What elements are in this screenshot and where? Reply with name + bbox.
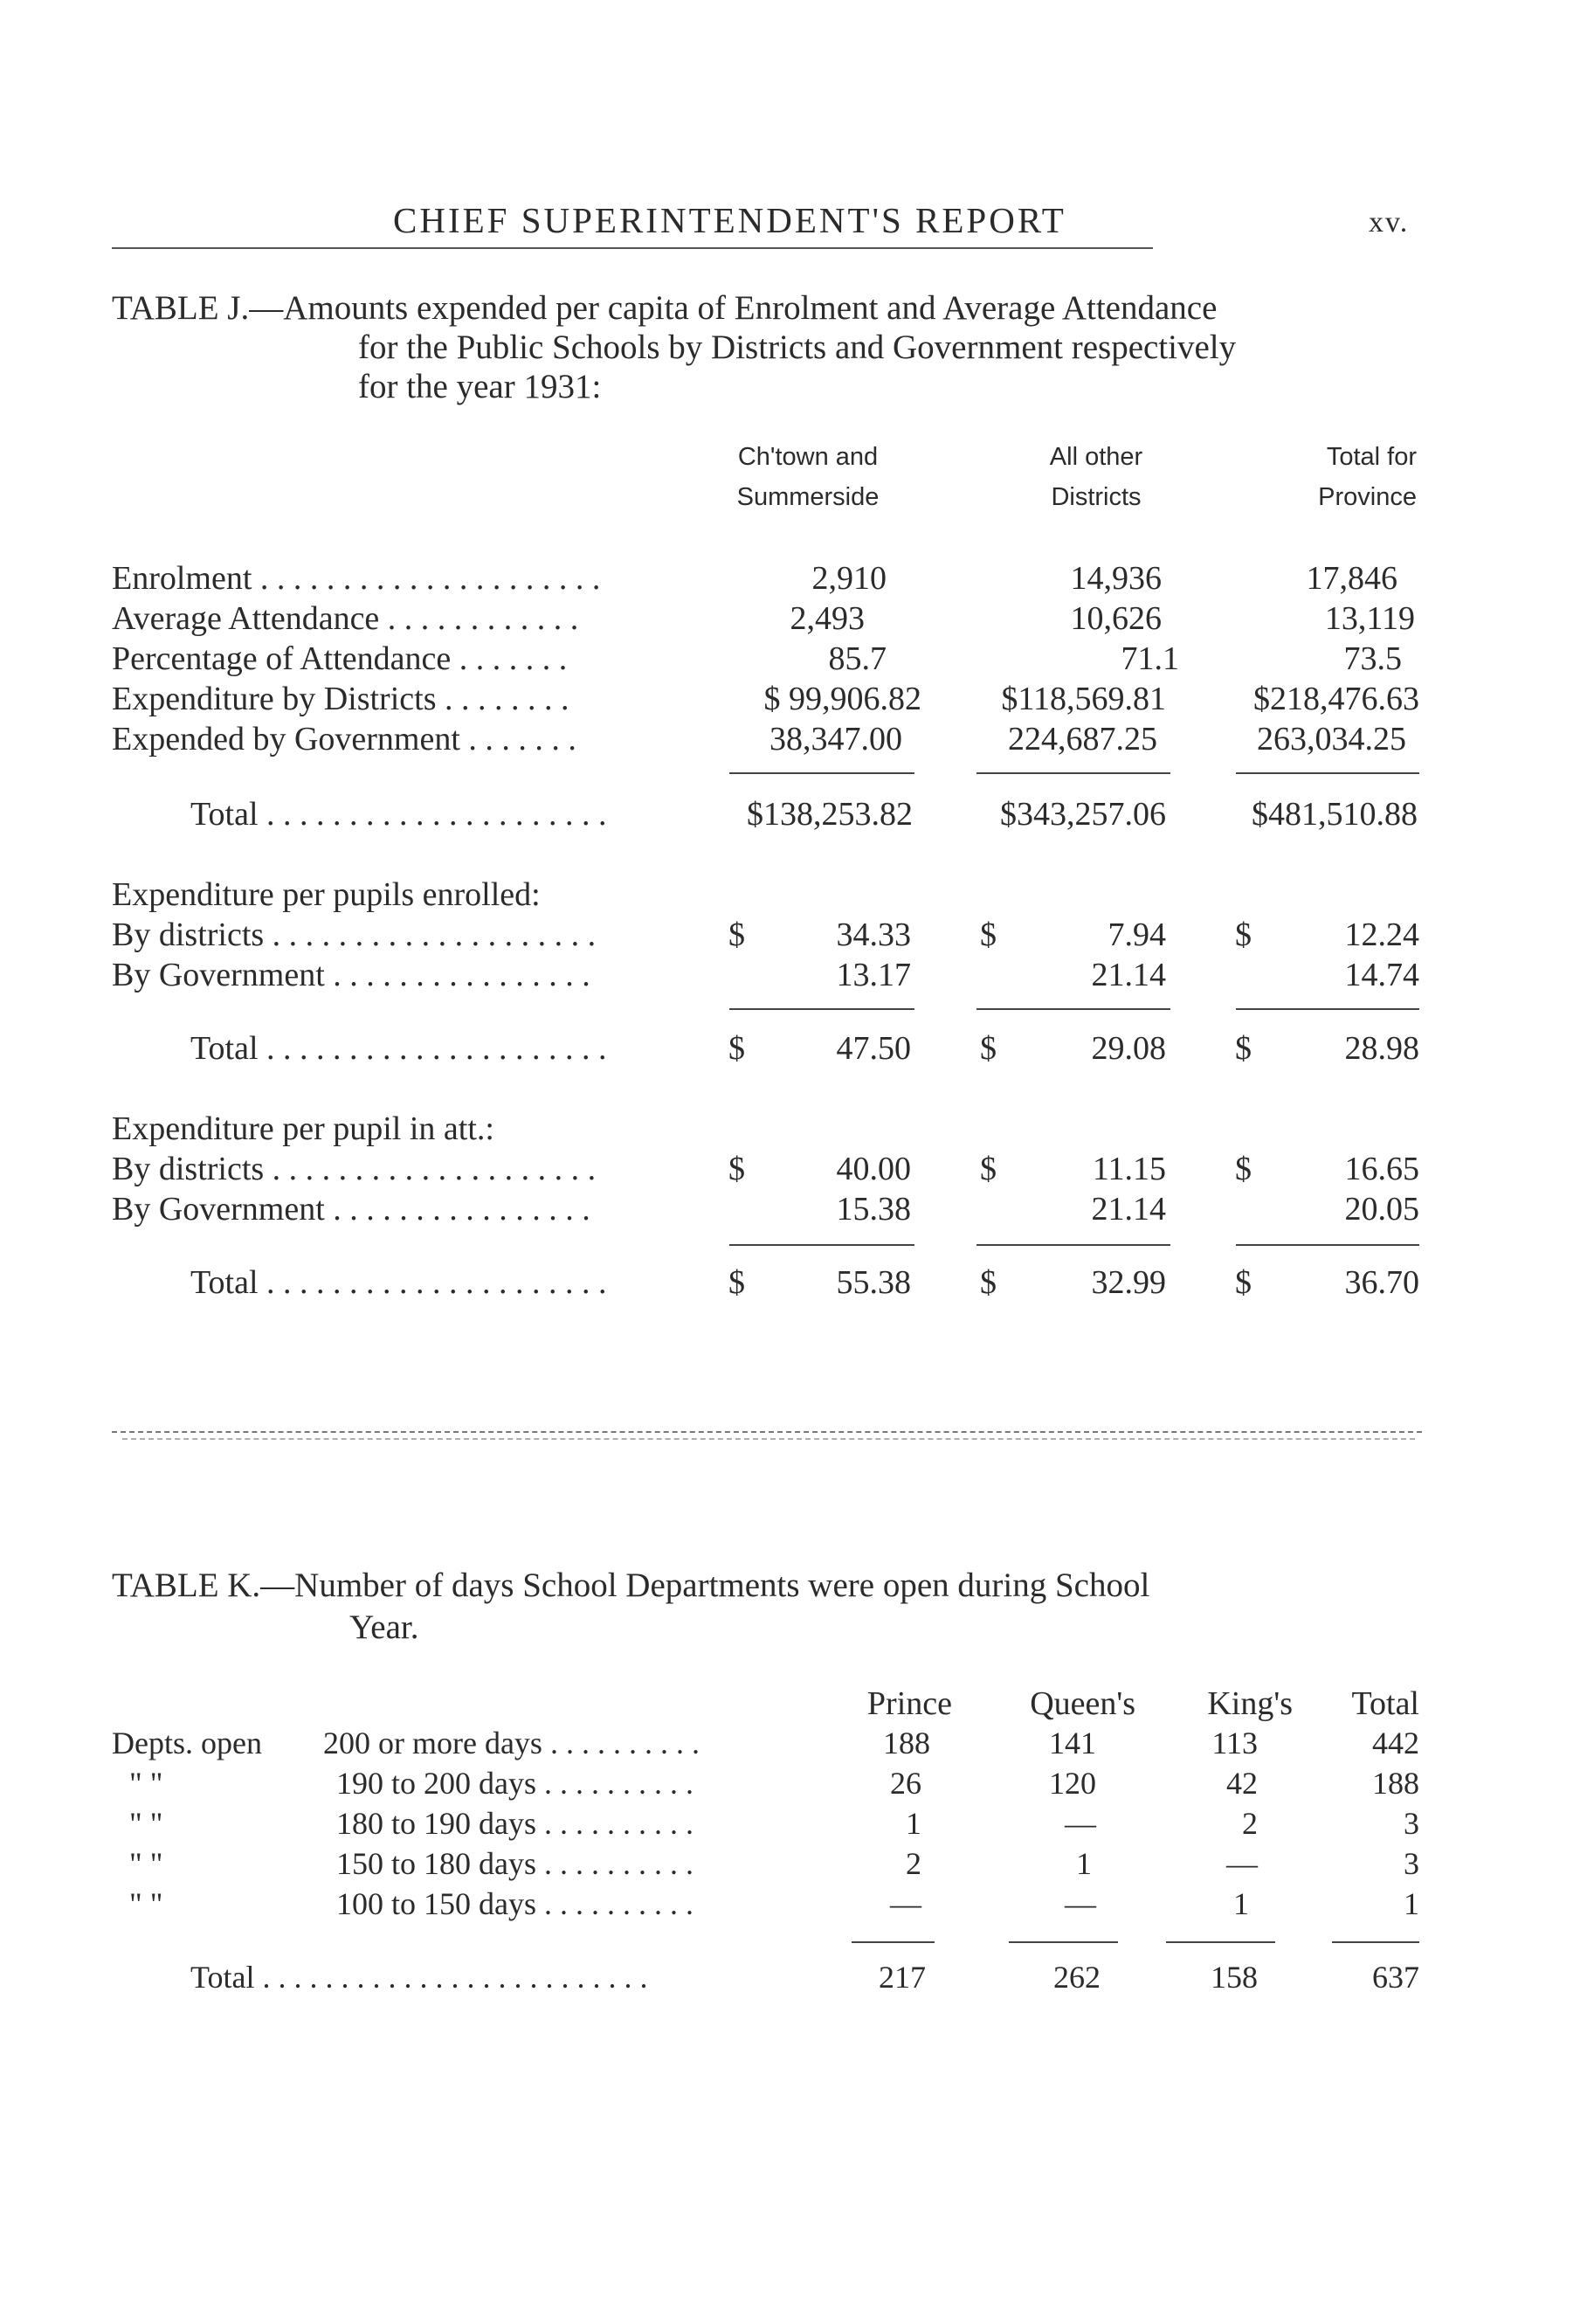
table-k-caption-line-2: Year. — [349, 1608, 419, 1646]
table-j-col-2-heading — [987, 437, 1205, 517]
table-k-cell: 1 — [1076, 1846, 1092, 1881]
table-j-caption-line-2: for the Public Schools by Districts and Government respectively — [358, 329, 1237, 366]
sum-rule — [1009, 1941, 1118, 1943]
attendance-row-label: By Government . . . . . . . . . . . . . . . . — [112, 1191, 590, 1228]
table-j-col-3-heading — [1223, 437, 1417, 517]
table-j-total-cell: $343,257.06 — [1000, 796, 1166, 833]
table-j-cell: 73.5 — [1343, 640, 1402, 677]
table-k-cell: 141 — [1049, 1726, 1096, 1760]
table-k-row-prefix: " " — [129, 1806, 163, 1841]
attendance-cell: 11.15 — [1092, 1151, 1166, 1187]
dollar-sign: $ — [1235, 1030, 1252, 1067]
table-k-cell: 188 — [883, 1726, 930, 1760]
table-j-caption-line-3: for the year 1931: — [358, 368, 602, 405]
table-k-cell: 26 — [890, 1766, 921, 1801]
dollar-sign: $ — [980, 916, 997, 953]
dollar-sign: $ — [728, 1151, 745, 1187]
table-j-row-label: Expenditure by Districts . . . . . . . . — [112, 681, 569, 717]
attendance-total-cell: 32.99 — [1091, 1264, 1166, 1301]
attendance-total-cell: 55.38 — [836, 1264, 911, 1301]
table-j-cell: $218,476.63 — [1253, 681, 1419, 717]
enrolled-total-label: Total . . . . . . . . . . . . . . . . . . . . . — [190, 1030, 607, 1067]
table-k-cell: 2 — [906, 1846, 921, 1881]
dollar-sign: $ — [980, 1151, 997, 1187]
table-j-total-cell: $138,253.82 — [747, 796, 913, 833]
table-k-total-cell: 217 — [879, 1960, 926, 1995]
attendance-cell: 21.14 — [1091, 1191, 1166, 1228]
table-j-col-1-heading-line-2: Summerside — [736, 483, 880, 511]
table-k-cell: 442 — [1372, 1726, 1419, 1760]
table-k-col-heading: Queen's — [1030, 1685, 1135, 1722]
sum-rule — [852, 1941, 935, 1943]
table-k-total-label: Total . . . . . . . . . . . . . . . . . . . . . . . . . — [190, 1960, 648, 1995]
table-j-total-label: Total . . . . . . . . . . . . . . . . . . . . . — [190, 796, 607, 833]
table-j-row-label: Expended by Government . . . . . . . — [112, 721, 576, 757]
table-j-cell: 263,034.25 — [1257, 721, 1406, 757]
enrolled-cell: 13.17 — [836, 957, 911, 993]
enrolled-row-label: By districts . . . . . . . . . . . . . . . . . . . . — [112, 916, 597, 953]
table-k-cell: 2 — [1242, 1806, 1258, 1841]
table-k-col-heading: Prince — [866, 1685, 952, 1722]
table-k-cell: 1 — [1404, 1886, 1419, 1921]
sum-rule — [729, 1008, 914, 1010]
table-k-cell: 120 — [1049, 1766, 1096, 1801]
table-k-row-prefix: " " — [129, 1846, 163, 1881]
table-j-col-3-heading-line-1: Total for — [1326, 443, 1417, 471]
table-j-col-1-heading — [699, 437, 917, 517]
table-j-cell: 38,347.00 — [769, 721, 902, 757]
table-j-cell: 85.7 — [828, 640, 887, 677]
table-j-col-2-heading-line-2: Districts — [1051, 483, 1142, 511]
table-k-cell: — — [1065, 1886, 1096, 1921]
table-j-cell: 14,936 — [1070, 560, 1162, 597]
enrolled-total-cell: 29.08 — [1091, 1030, 1166, 1067]
table-k-cell: 113 — [1211, 1726, 1258, 1760]
section-divider — [112, 1431, 1422, 1433]
enrolled-cell: 7.94 — [1108, 916, 1166, 953]
dollar-sign: $ — [1235, 916, 1252, 953]
table-k-cell: 188 — [1372, 1766, 1419, 1801]
table-j-cell: 2,493 — [790, 600, 865, 637]
attendance-heading: Expenditure per pupil in att.: — [112, 1110, 494, 1147]
table-k-caption-line-1: TABLE K.—Number of days School Departments were open during School — [112, 1567, 1150, 1604]
table-k-row-label: 200 or more days . . . . . . . . . . — [323, 1726, 700, 1760]
enrolled-cell: 21.14 — [1091, 957, 1166, 993]
attendance-total-label: Total . . . . . . . . . . . . . . . . . . . . . — [190, 1264, 607, 1301]
table-k-col-heading: King's — [1207, 1685, 1293, 1722]
table-j-row-label: Average Attendance . . . . . . . . . . . . — [112, 600, 579, 637]
table-k-cell: — — [1226, 1846, 1258, 1881]
table-k-row-prefix: " " — [129, 1766, 163, 1801]
table-k-cell: 1 — [906, 1806, 921, 1841]
enrolled-total-cell: 47.50 — [836, 1030, 911, 1067]
sum-rule — [976, 1008, 1170, 1010]
attendance-total-cell: 36.70 — [1344, 1264, 1419, 1301]
table-k-cell: 1 — [1233, 1886, 1249, 1921]
attendance-row-label: By districts . . . . . . . . . . . . . . . . . . . . — [112, 1151, 597, 1187]
sum-rule — [1166, 1941, 1275, 1943]
sum-rule — [729, 1244, 914, 1246]
sum-rule — [1236, 1244, 1419, 1246]
table-j-cell: 224,687.25 — [1008, 721, 1157, 757]
table-j-row-label: Enrolment . . . . . . . . . . . . . . . . . . . . . — [112, 560, 601, 597]
enrolled-cell: 34.33 — [836, 916, 911, 953]
sum-rule — [976, 772, 1170, 774]
dollar-sign: $ — [1235, 1264, 1252, 1301]
table-j-cell: $ 99,906.82 — [763, 681, 921, 717]
table-j-cell: 17,846 — [1306, 560, 1397, 597]
table-k-cell: — — [890, 1886, 921, 1921]
table-k-cell: 3 — [1404, 1846, 1419, 1881]
dollar-sign: $ — [980, 1030, 997, 1067]
table-k-row-prefix: " " — [129, 1886, 163, 1921]
enrolled-cell: 14.74 — [1344, 957, 1419, 993]
table-k-total-cell: 262 — [1053, 1960, 1101, 1995]
table-j-total-cell: $481,510.88 — [1252, 796, 1418, 833]
table-k-col-heading: Total — [1351, 1685, 1419, 1722]
section-divider — [122, 1438, 1415, 1440]
enrolled-heading: Expenditure per pupils enrolled: — [112, 876, 541, 913]
enrolled-total-cell: 28.98 — [1344, 1030, 1419, 1067]
table-j-cell: 13,119 — [1324, 600, 1415, 637]
sum-rule — [1236, 1008, 1419, 1010]
page-number: xv. — [1369, 206, 1410, 239]
header-rule-left — [112, 247, 994, 249]
table-j-cell: 71.1 — [1121, 640, 1179, 677]
table-j-cell: $118,569.81 — [1001, 681, 1166, 717]
table-j-caption-line-1: TABLE J.—Amounts expended per capita of Enrolment and Average Attendance — [112, 289, 1218, 327]
table-k-total-cell: 637 — [1372, 1960, 1419, 1995]
dollar-sign: $ — [728, 916, 745, 953]
table-j-cell: 10,626 — [1070, 600, 1162, 637]
dollar-sign: $ — [980, 1264, 997, 1301]
enrolled-row-label: By Government . . . . . . . . . . . . . . . . — [112, 957, 590, 993]
sum-rule — [729, 772, 914, 774]
table-j-col-3-heading-line-2: Province — [1318, 483, 1417, 511]
table-k-total-cell: 158 — [1211, 1960, 1258, 1995]
attendance-cell: 15.38 — [836, 1191, 911, 1228]
attendance-cell: 16.65 — [1344, 1151, 1419, 1187]
table-j-row-label: Percentage of Attendance . . . . . . . — [112, 640, 568, 677]
table-k-row-label: 180 to 190 days . . . . . . . . . . — [336, 1806, 693, 1841]
page-header-title: CHIEF SUPERINTENDENT'S REPORT — [393, 200, 1066, 240]
dollar-sign: $ — [1235, 1151, 1252, 1187]
table-k-row-label: 190 to 200 days . . . . . . . . . . — [336, 1766, 693, 1801]
sum-rule — [1332, 1941, 1419, 1943]
table-j-cell: 2,910 — [811, 560, 887, 597]
sum-rule — [1236, 772, 1419, 774]
attendance-cell: 20.05 — [1344, 1191, 1419, 1228]
table-k-cell: 42 — [1226, 1766, 1258, 1801]
table-k-row-label: 150 to 180 days . . . . . . . . . . — [336, 1846, 693, 1881]
table-j-col-2-heading-line-1: All other — [1049, 443, 1143, 471]
table-k-cell: 3 — [1404, 1806, 1419, 1841]
table-k-row-label: 100 to 150 days . . . . . . . . . . — [336, 1886, 693, 1921]
table-j-col-1-heading-line-1: Ch'town and — [737, 443, 879, 471]
dollar-sign: $ — [728, 1030, 745, 1067]
table-k-row-prefix: Depts. open — [112, 1726, 262, 1760]
dollar-sign: $ — [728, 1264, 745, 1301]
table-k-cell: — — [1065, 1806, 1096, 1841]
header-rule-right — [943, 247, 1153, 249]
sum-rule — [976, 1244, 1170, 1246]
attendance-cell: 40.00 — [836, 1151, 911, 1187]
enrolled-cell: 12.24 — [1344, 916, 1419, 953]
